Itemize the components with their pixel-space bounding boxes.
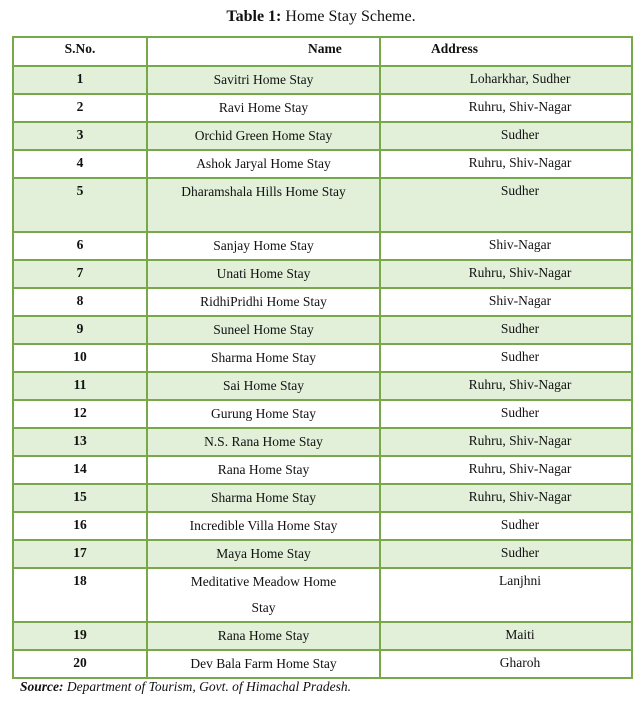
row-address: Sudher — [380, 344, 632, 372]
row-name: Dharamshala Hills Home Stay — [147, 178, 380, 232]
table-row — [13, 66, 632, 94]
home-stay-table — [12, 36, 633, 679]
table-row — [13, 400, 632, 428]
table-row — [13, 456, 632, 484]
row-sno: 1 — [13, 66, 147, 94]
row-sno: 15 — [13, 484, 147, 512]
table-row — [13, 372, 632, 400]
row-address: Ruhru, Shiv-Nagar — [380, 428, 632, 456]
row-name: Sharma Home Stay — [147, 344, 380, 372]
row-sno: 9 — [13, 316, 147, 344]
row-sno: 10 — [13, 344, 147, 372]
header-name: Name — [147, 37, 380, 66]
row-name: Incredible Villa Home Stay — [147, 512, 380, 540]
table-header-row — [13, 37, 632, 66]
row-name: Ashok Jaryal Home Stay — [147, 150, 380, 178]
row-address: Sudher — [380, 400, 632, 428]
row-address: Sudher — [380, 512, 632, 540]
row-sno: 11 — [13, 372, 147, 400]
source-note — [20, 679, 351, 695]
caption-label: Table 1: — [226, 8, 282, 25]
table-row — [13, 484, 632, 512]
row-sno: 20 — [13, 650, 147, 678]
row-sno: 3 — [13, 122, 147, 150]
header-sno: S.No. — [13, 37, 147, 66]
caption-text: Home Stay Scheme. — [285, 8, 416, 25]
row-address: Lanjhni — [380, 568, 632, 622]
row-name: Unati Home Stay — [147, 260, 380, 288]
row-address: Sudher — [380, 122, 632, 150]
row-name: N.S. Rana Home Stay — [147, 428, 380, 456]
source-text: Department of Tourism, Govt. of Himachal Pradesh. — [66, 679, 351, 694]
header-address: Address — [380, 37, 632, 66]
table-row — [13, 178, 632, 232]
row-address: Sudher — [380, 178, 632, 232]
table-row — [13, 232, 632, 260]
row-sno: 7 — [13, 260, 147, 288]
row-sno: 4 — [13, 150, 147, 178]
row-sno: 16 — [13, 512, 147, 540]
row-address: Sudher — [380, 540, 632, 568]
row-name: Savitri Home Stay — [147, 66, 380, 94]
row-address: Gharoh — [380, 650, 632, 678]
row-name: Dev Bala Farm Home Stay — [147, 650, 380, 678]
table-row — [13, 316, 632, 344]
table-row — [13, 540, 632, 568]
row-name: Ravi Home Stay — [147, 94, 380, 122]
row-address: Shiv-Nagar — [380, 288, 632, 316]
row-sno: 18 — [13, 568, 147, 622]
row-name: RidhiPridhi Home Stay — [147, 288, 380, 316]
row-address: Loharkhar, Sudher — [380, 66, 632, 94]
row-address: Ruhru, Shiv-Nagar — [380, 484, 632, 512]
row-name: Meditative Meadow Home Stay — [147, 568, 380, 622]
table-row — [13, 344, 632, 372]
table-row — [13, 260, 632, 288]
row-address: Ruhru, Shiv-Nagar — [380, 150, 632, 178]
row-address: Maiti — [380, 622, 632, 650]
row-sno: 6 — [13, 232, 147, 260]
row-name: Sharma Home Stay — [147, 484, 380, 512]
row-sno: 12 — [13, 400, 147, 428]
row-sno: 2 — [13, 94, 147, 122]
row-name: Orchid Green Home Stay — [147, 122, 380, 150]
table-row — [13, 150, 632, 178]
table-row — [13, 288, 632, 316]
table-row — [13, 568, 632, 622]
source-label: Source: — [20, 679, 64, 694]
row-name: Sai Home Stay — [147, 372, 380, 400]
row-name: Gurung Home Stay — [147, 400, 380, 428]
row-address: Sudher — [380, 316, 632, 344]
row-name: Rana Home Stay — [147, 456, 380, 484]
table-row — [13, 122, 632, 150]
table-row — [13, 94, 632, 122]
table-row — [13, 622, 632, 650]
row-name: Sanjay Home Stay — [147, 232, 380, 260]
row-address: Ruhru, Shiv-Nagar — [380, 372, 632, 400]
table-row — [13, 428, 632, 456]
row-sno: 17 — [13, 540, 147, 568]
row-name: Maya Home Stay — [147, 540, 380, 568]
row-sno: 8 — [13, 288, 147, 316]
row-sno: 19 — [13, 622, 147, 650]
table-row — [13, 650, 632, 678]
table-row — [13, 512, 632, 540]
row-sno: 5 — [13, 178, 147, 232]
row-name: Rana Home Stay — [147, 622, 380, 650]
row-address: Ruhru, Shiv-Nagar — [380, 456, 632, 484]
row-address: Shiv-Nagar — [380, 232, 632, 260]
row-address: Ruhru, Shiv-Nagar — [380, 94, 632, 122]
table-caption — [0, 8, 642, 26]
row-name: Suneel Home Stay — [147, 316, 380, 344]
row-sno: 14 — [13, 456, 147, 484]
row-address: Ruhru, Shiv-Nagar — [380, 260, 632, 288]
row-sno: 13 — [13, 428, 147, 456]
